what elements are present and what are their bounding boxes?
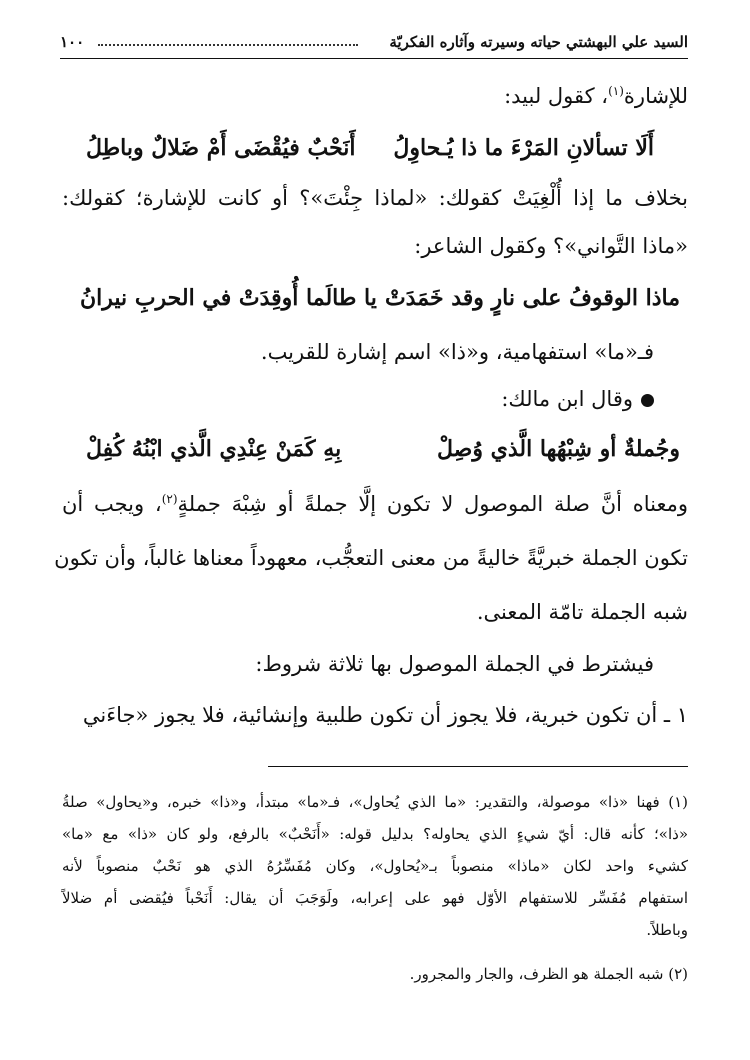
- footnote-separator: [268, 766, 688, 767]
- footnote-1-line-3: كشيء واحد لكان «ماذا» منصوباً بـ«يُحاول»، وكان مُفَسِّرُهُ الذي هو نَحْبٌ منصوباً لأنه: [62, 857, 688, 875]
- footnote-ref-2: (٢): [161, 492, 178, 506]
- header-dot-leader: [98, 44, 358, 46]
- text: ومعناه أنَّ صلة الموصول لا تكون إلَّا جملةً أو شِبْهَ جملةٍ: [177, 492, 688, 516]
- verse-2-hemistich-1: ماذا الوقوفُ على نارٍ وقد خَمَدَتْ: [384, 285, 680, 311]
- footnote-1-line-2: «ذا»؛ كأنه قال: أيّ شيءٍ الذي يحاوله؟ بدليل قوله: «أَنَحْبٌ» بالرفع، ولو كان «ذا» مع «ما»: [62, 825, 688, 843]
- bullet-icon: [641, 394, 654, 407]
- body-line-9: فيشترط في الجملة الموصول بها ثلاثة شروط:: [255, 652, 654, 676]
- footnote-2: (٢) شبه الجملة هو الظرف، والجار والمجرور.: [409, 965, 688, 983]
- body-line-7: تكون الجملة خبريَّةً خاليةً من معنى التعجُّب، معهوداً معناها غالباً، وأن تكون: [54, 546, 688, 570]
- footnote-1-line-1: (١) فهنا «ذا» موصولة، والتقدير: «ما الذي يُحاول»، فـ«ما» مبتدأ، و«ذا» خبره، و«يحاول» صلةُ: [62, 793, 688, 811]
- body-line-8: شبه الجملة تامّة المعنى.: [476, 600, 688, 624]
- verse-1-hemistich-1: أَلَا تسألانِ المَرْءَ ما ذا يُـحاوِلُ: [393, 135, 654, 161]
- body-line-10: ١ ـ أن تكون خبرية، فلا يجوز أن تكون طلبية وإنشائية، فلا يجوز «جاءَني: [82, 703, 688, 727]
- text: ، كقول لبيد:: [504, 84, 609, 108]
- footnote-ref-1: (١): [608, 84, 624, 98]
- verse-3-hemistich-2: بِهِ كَمَنْ عِنْدِي الَّذي ابْنُهُ كُفِلْ: [86, 436, 342, 462]
- body-line-3: «ماذا التَّواني»؟ وكقول الشاعر:: [414, 234, 688, 258]
- body-line-2: بخلاف ما إذا أُلْغِيَتْ كقولك: «لماذا جِئْتَ»؟ أو كانت للإشارة؛ كقولك:: [62, 186, 688, 210]
- running-header: [60, 30, 688, 59]
- text: وقال ابن مالك:: [501, 387, 633, 411]
- verse-1-hemistich-2: أَنَحْبٌ فيُقْضَى أَمْ ضَلالٌ وباطِلُ: [86, 135, 356, 161]
- body-line-6: [62, 492, 688, 516]
- page-number: ١٠٠: [60, 33, 85, 51]
- text: ، ويجب أن: [62, 492, 162, 516]
- verse-3-hemistich-1: وجُملةٌ أو شِبْهُها الَّذي وُصِلْ: [437, 436, 680, 462]
- body-line-4: فـ«ما» استفهامية، و«ذا» اسم إشارة للقريب.: [260, 340, 654, 364]
- verse-2-hemistich-2: يا طالَما أُوقِدَتْ في الحربِ نيرانُ: [80, 285, 377, 311]
- text: للإشارة: [623, 84, 688, 108]
- footnote-1-line-5: وباطلاً.: [646, 921, 688, 939]
- body-line-5: [62, 387, 654, 411]
- footnote-1-line-4: استفهام مُفَسِّر للاستفهام الأوّل فهو على إعرابه، ولَوَجَبَ أن يقال: أَنَحْباً فيُقضى أم ضلالاً: [62, 889, 688, 907]
- running-title: السيد علي البهشتي حياته وسيرته وآثاره الفكريّة: [389, 33, 688, 51]
- body-line-1: [62, 84, 688, 108]
